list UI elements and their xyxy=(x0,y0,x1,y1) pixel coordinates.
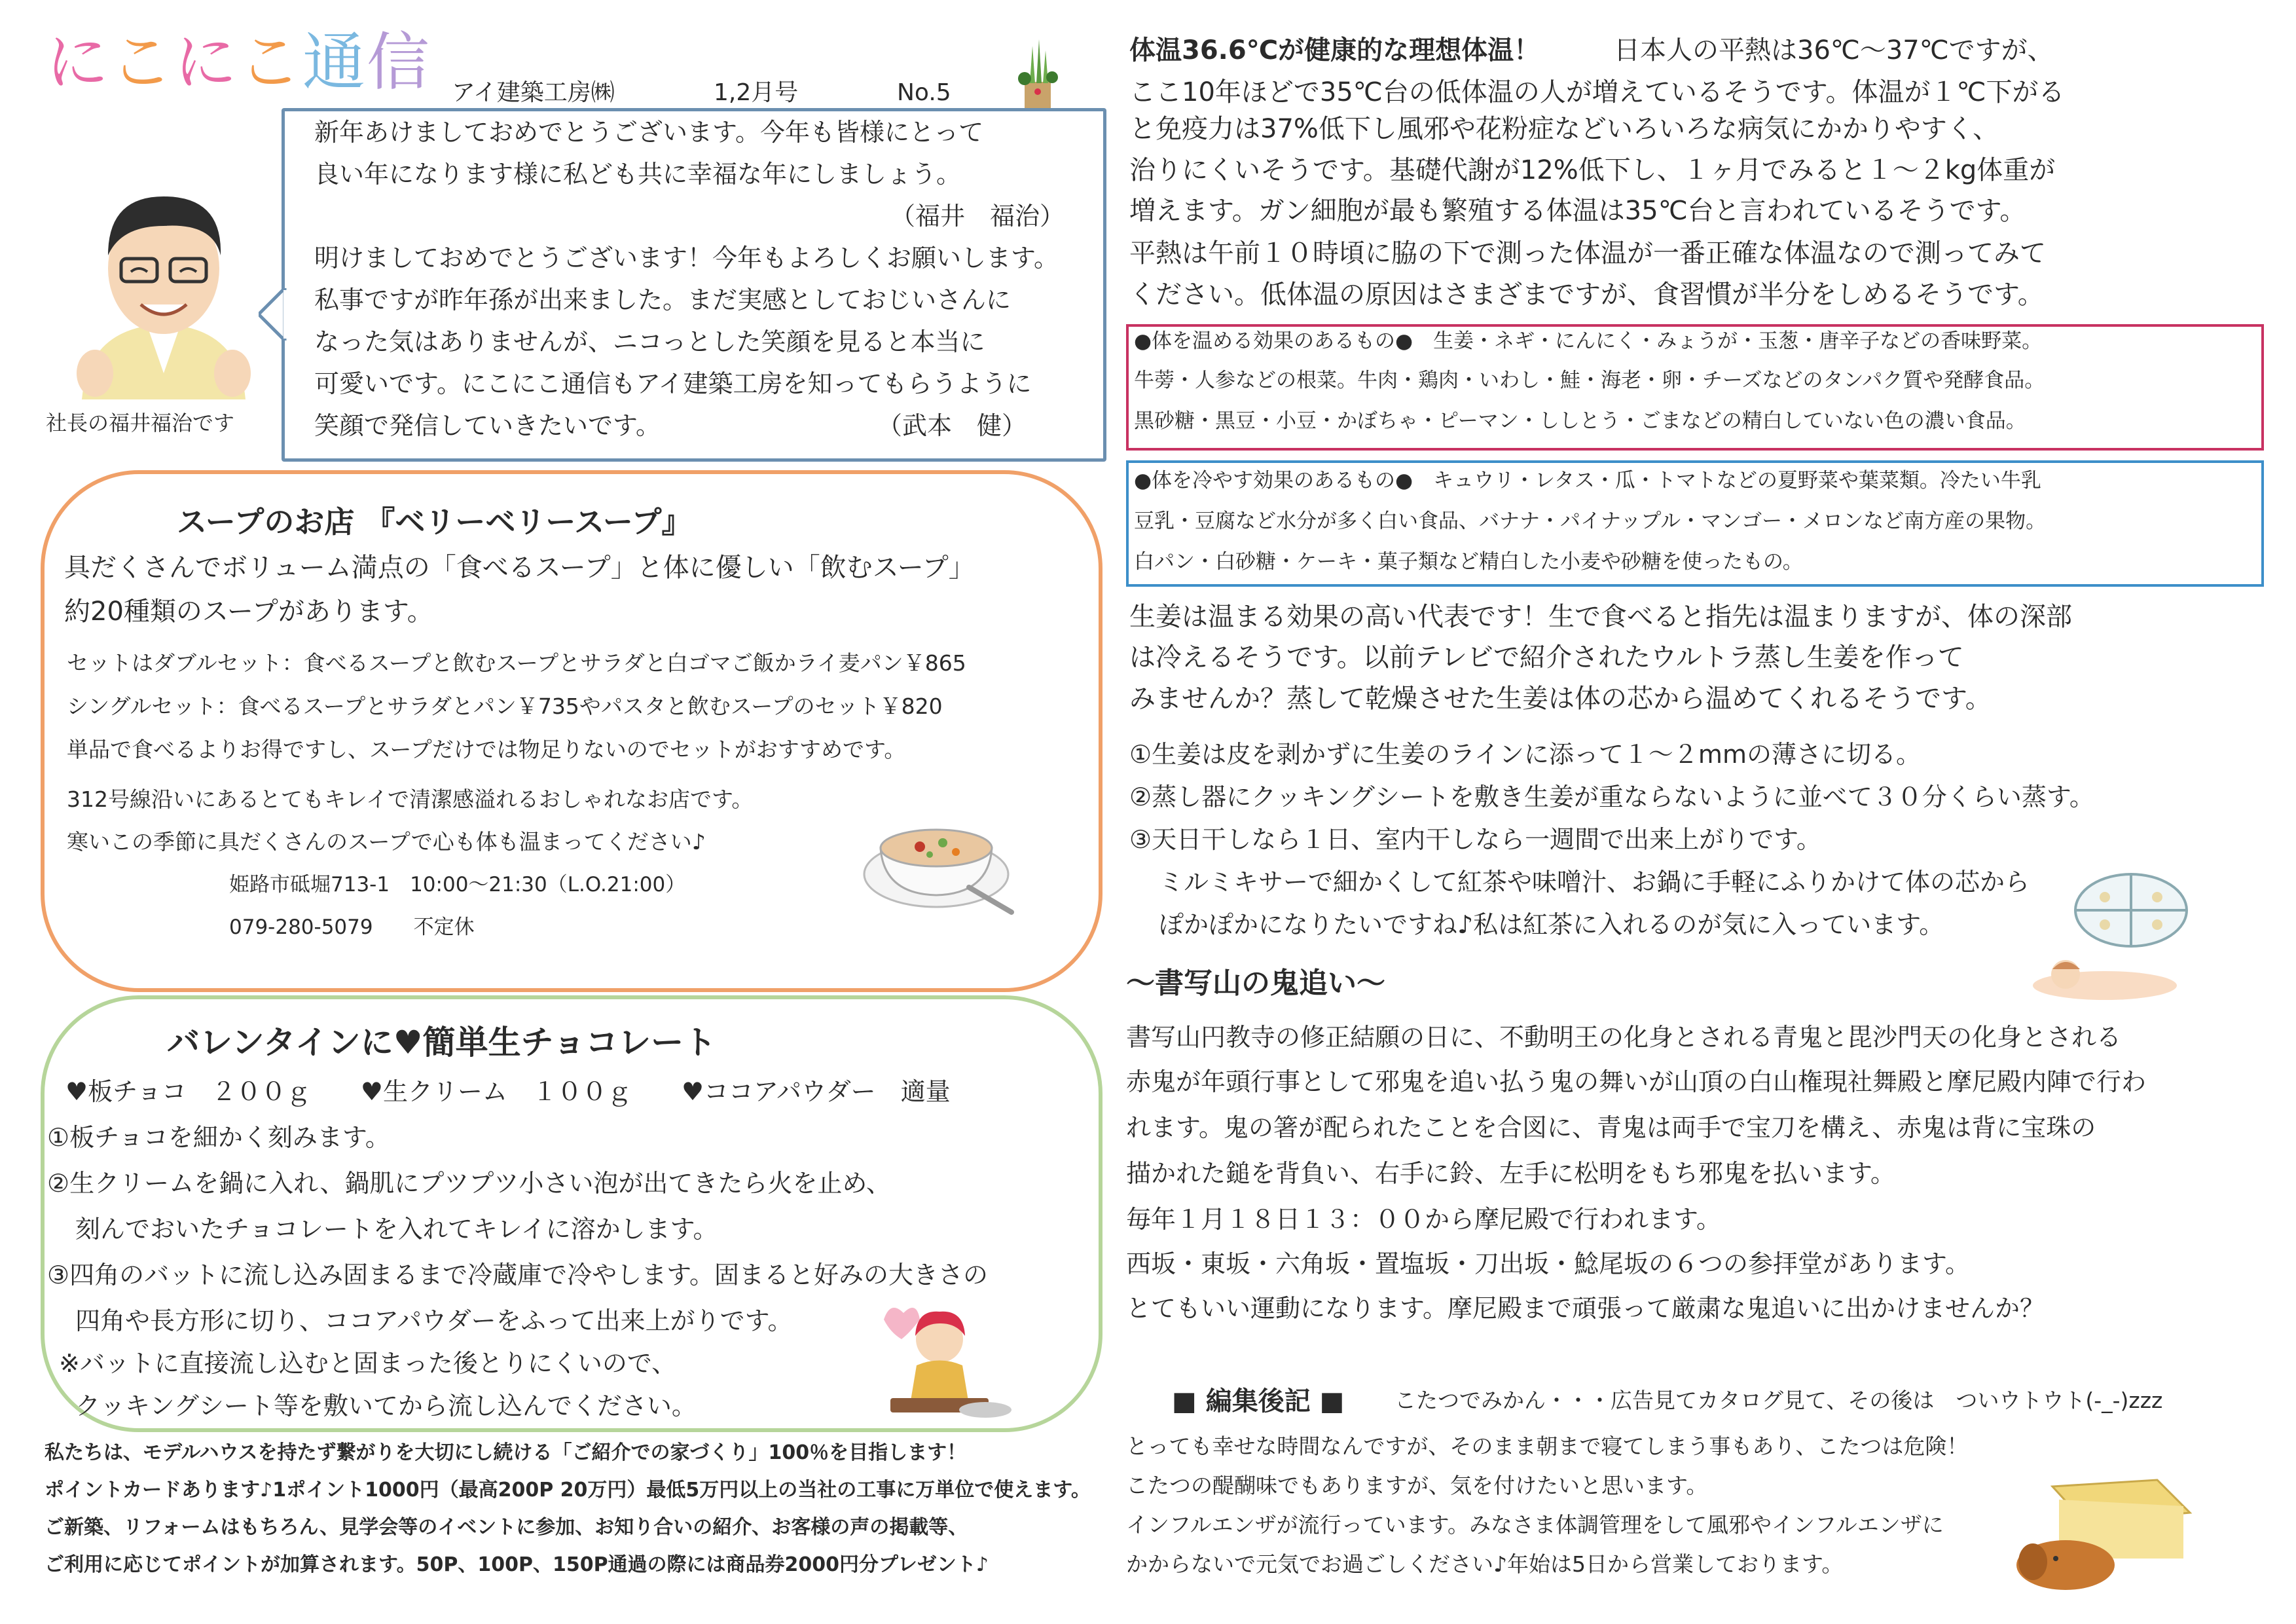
health-lead: 体温36.6℃が健康的な理想体温！ xyxy=(1129,35,1540,65)
editor-note-line-4: かからないで元気でお過ごしください♪年始は5日から営業しております。 xyxy=(1126,1551,1844,1577)
greeting-line-3: 明けましておめでとうございます！今年もよろしくお願いします。 xyxy=(314,244,1059,272)
president-portrait xyxy=(69,177,259,399)
oni-line-3: れます。鬼の箸が配られたことを合図に、青鬼は両手で宝刀を構え、赤鬼は背に宝珠の xyxy=(1126,1113,2096,1142)
chocolate-step-1: ①板チョコを細かく刻みます。 xyxy=(47,1123,390,1152)
notice-line-4: ご利用に応じてポイントが加算されます。50P、100P、150P通過の際には商品券2000円分プレゼント♪ xyxy=(45,1553,989,1576)
chocolate-step-3: ③四角のバットに流し込み固まるまで冷蔵庫で冷やします。固まると好みの大きさの xyxy=(47,1261,989,1289)
editor-note-line-1: とっても幸せな時間なんですが、そのまま朝まで寝てしまう事もあり、こたつは危険！ xyxy=(1126,1433,1969,1459)
oni-line-6: 西坂・東坂・六角坂・置塩坂・刀出坂・鯰尾坂の６つの参拝堂があります。 xyxy=(1126,1249,1970,1278)
chocolate-step-3-cont: 四角や長方形に切り、ココアパウダーをふって出来上がりです。 xyxy=(75,1306,793,1335)
ginger-line-2: は冷えるそうです。以前テレビで紹介されたウルトラ蒸し生姜を作って xyxy=(1129,642,1964,673)
soup-double-set: セットはダブルセット：食べるスープと飲むスープとサラダと白ゴマご飯かライ麦パン￥865 xyxy=(67,650,966,676)
editor-note-line-3: インフルエンザが流行っています。みなさま体調管理をして風邪やインフルエンザに xyxy=(1126,1512,1944,1538)
issue-month: 1,2月号 xyxy=(714,79,799,106)
editor-note-title: ■ 編集後記 ■ xyxy=(1172,1386,1345,1416)
oni-line-7: とてもいい運動になります。摩尼殿まで頑張って厳粛な鬼追いに出かけませんか？ xyxy=(1126,1294,2045,1323)
warming-foods-line-3: 黒砂糖・黒豆・小豆・かぼちゃ・ピーマン・ししとう・ごまなどの精白していない色の濃い食品。 xyxy=(1134,409,2026,433)
ginger-step-3: ③天日干しなら１日、室内干しなら一週間で出来上がりです。 xyxy=(1129,825,1822,854)
ginger-step-1: ①生姜は皮を剥かずに生姜のラインに添って１～２mmの薄さに切る。 xyxy=(1129,740,1921,769)
president-caption: 社長の福井福治です xyxy=(46,411,235,435)
soup-line-7: 寒いこの季節に具だくさんのスープで心も体も温まってください♪ xyxy=(67,829,706,855)
oni-line-5: 毎年１月１８日１３：００から摩尼殿で行われます。 xyxy=(1126,1205,1721,1234)
health-line-7: ください。低体温の原因はさまざまですが、食習慣が半分をしめるそうです。 xyxy=(1129,280,2044,310)
health-line-5: 増えます。ガン細胞が最も繁殖する体温は35℃台と言われているそうです。 xyxy=(1129,196,2026,226)
oni-line-2: 赤鬼が年頭行事として邪鬼を追い払う鬼の舞いが山頂の白山権現社舞殿と摩尼殿内陣で行わ xyxy=(1126,1067,2147,1096)
health-line-1: 日本人の平熱は36℃～37℃ですが、 xyxy=(1614,35,2054,65)
ginger-step-3-cont-2: ぽかぽかになりたいですね♪私は紅茶に入れるのが気に入っています。 xyxy=(1159,910,1944,939)
greeting-line-4: 私事ですが昨年孫が出来ました。まだ実感としておじいさんに xyxy=(314,286,1011,314)
chocolate-title: バレンタインに♥簡単生チョコレート xyxy=(167,1024,717,1061)
notice-line-3: ご新築、リフォームはもちろん、見学会等のイベントに参加、お知り合いの紹介、お客様の声の掲載等、 xyxy=(45,1516,968,1539)
kadomatsu-illustration xyxy=(1011,36,1064,115)
soup-bowl-illustration xyxy=(858,796,1015,920)
editor-note-intro: こたつでみかん・・・広告見てカタログ見て、その後は ついウトウト(-_-)zzz xyxy=(1394,1388,2163,1413)
issue-number: No.5 xyxy=(897,79,951,106)
chocolate-note-cont: クッキングシート等を敷いてから流し込んでください。 xyxy=(75,1392,697,1420)
greeting-line-1: 新年あけましておめでとうございます。今年も皆様にとって xyxy=(314,118,984,147)
chocolate-ingredients: ♥板チョコ ２００ｇ ♥生クリーム １００ｇ ♥ココアパウダー 適量 xyxy=(65,1077,951,1106)
health-line-6: 平熱は午前１０時頃に脇の下で測った体温が一番正確な体温なので測ってみて xyxy=(1129,238,2046,268)
soup-address: 姫路市砥堀713-1 10:00～21:30（L.O.21:00） xyxy=(229,873,686,896)
health-line-3: と免疫力は37%低下し風邪や花粉症などいろいろな病気にかかりやすく、 xyxy=(1129,114,1999,144)
greeting-signature-takemoto: （武本 健） xyxy=(877,411,1027,440)
editor-note-line-2: こたつの醍醐味でもありますが、気を付けたいと思います。 xyxy=(1126,1473,1708,1498)
notice-line-1: 私たちは、モデルハウスを持たず繋がりを大切にし続ける「ご紹介での家づくり」100％を目指します！ xyxy=(45,1441,967,1464)
health-line-2: ここ10年ほどで35℃台の低体温の人が増えているそうです。体温が１℃下がる xyxy=(1129,77,2065,107)
ginger-step-2: ②蒸し器にクッキングシートを敷き生姜が重ならないように並べて３０分くらい蒸す。 xyxy=(1129,783,2094,811)
oni-title: ～書写山の鬼追い～ xyxy=(1126,967,1385,1000)
speech-bubble-tail xyxy=(259,288,288,341)
ginger-line-1: 生姜は温まる効果の高い代表です！生で食べると指先は温まりますが、体の深部 xyxy=(1129,602,2072,632)
soup-shop-title: スープのお店 『ベリーベリースープ』 xyxy=(177,504,692,540)
ginger-drying-illustration xyxy=(2026,864,2203,1008)
kotatsu-dog-illustration xyxy=(1994,1460,2203,1591)
greeting-signature-fukui: （福井 福治） xyxy=(890,202,1065,231)
greeting-line-2: 良い年になります様に私ども共に幸福な年にしましょう。 xyxy=(314,160,962,189)
notice-line-2: ポイントカードあります♪1ポイント1000円（最高200P 20万円）最低5万円以上の当社の工事に万単位で使えます。 xyxy=(45,1479,1091,1502)
oni-line-1: 書写山円教寺の修正結願の日に、不動明王の化身とされる青鬼と毘沙門天の化身とされる xyxy=(1126,1023,2122,1052)
chocolate-step-2-cont: 刻んでおいたチョコレートを入れてキレイに溶かします。 xyxy=(75,1215,718,1244)
greeting-line-6: 可愛いです。にこにこ通信もアイ建築工房を知ってもらうように xyxy=(314,369,1032,398)
greeting-line-5: なった気はありませんが、ニコっとした笑顔を見ると本当に xyxy=(314,327,985,356)
chocolate-step-2: ②生クリームを鍋に入れ、鍋肌にプツプツ小さい泡が出てきたら火を止め、 xyxy=(47,1169,891,1198)
soup-line-1: 具だくさんでボリューム満点の「食べるスープ」と体に優しい「飲むスープ」 xyxy=(64,553,975,583)
greeting-line-7: 笑顔で発信していきたいです。 xyxy=(314,411,661,440)
soup-single-set: シングルセット：食べるスープとサラダとパン￥735やパスタと飲むスープのセット￥820 xyxy=(67,693,943,719)
health-line-4: 治りにくいそうです。基礎代謝が12%低下し、１ヶ月でみると１～２kg体重が xyxy=(1129,155,2056,185)
soup-line-6: 312号線沿いにあるとてもキレイで清潔感溢れるおしゃれなお店です。 xyxy=(67,786,754,812)
cooling-foods-line-1: ●体を冷やす効果のあるもの● キュウリ・レタス・瓜・トマトなどの夏野菜や葉菜類。冷たい牛乳 xyxy=(1134,469,2041,492)
soup-line-2: 約20種類のスープがあります。 xyxy=(64,597,433,627)
oni-line-4: 描かれた鎚を背負い、右手に鈴、左手に松明をもち邪鬼を払います。 xyxy=(1126,1159,1895,1188)
ginger-step-3-cont-1: ミルミキサーで細かくして紅茶や味噌汁、お鍋に手軽にふりかけて体の芯から xyxy=(1159,868,2030,896)
company-name: アイ建築工房㈱ xyxy=(452,79,615,106)
cooling-foods-line-3: 白パン・白砂糖・ケーキ・菓子類など精白した小麦や砂糖を使ったもの。 xyxy=(1134,550,1803,574)
warming-foods-line-2: 牛蒡・人参などの根菜。牛肉・鶏肉・いわし・鮭・海老・卵・チーズなどのタンパク質や発酵食品。 xyxy=(1134,369,2045,392)
ginger-line-3: みませんか？蒸して乾燥させた生姜は体の芯から温めてくれるそうです。 xyxy=(1129,684,1992,714)
girl-cooking-illustration xyxy=(864,1293,1015,1424)
cooling-foods-line-2: 豆乳・豆腐など水分が多く白い食品、バナナ・パイナップル・マンゴー・メロンなど南方産の果物。 xyxy=(1134,509,2047,533)
soup-line-5: 単品で食べるよりお得ですし、スープだけでは物足りないのでセットがおすすめです。 xyxy=(67,737,906,762)
soup-phone: 079-280-5079 不定休 xyxy=(229,915,475,939)
newsletter-logo: にこにこ通信 xyxy=(46,26,431,99)
warming-foods-line-1: ●体を温める効果のあるもの● 生姜・ネギ・にんにく・みょうが・玉葱・唐辛子などの香味野菜。 xyxy=(1134,329,2043,353)
chocolate-note: ※バットに直接流し込むと固まった後とりにくいので、 xyxy=(59,1349,677,1378)
